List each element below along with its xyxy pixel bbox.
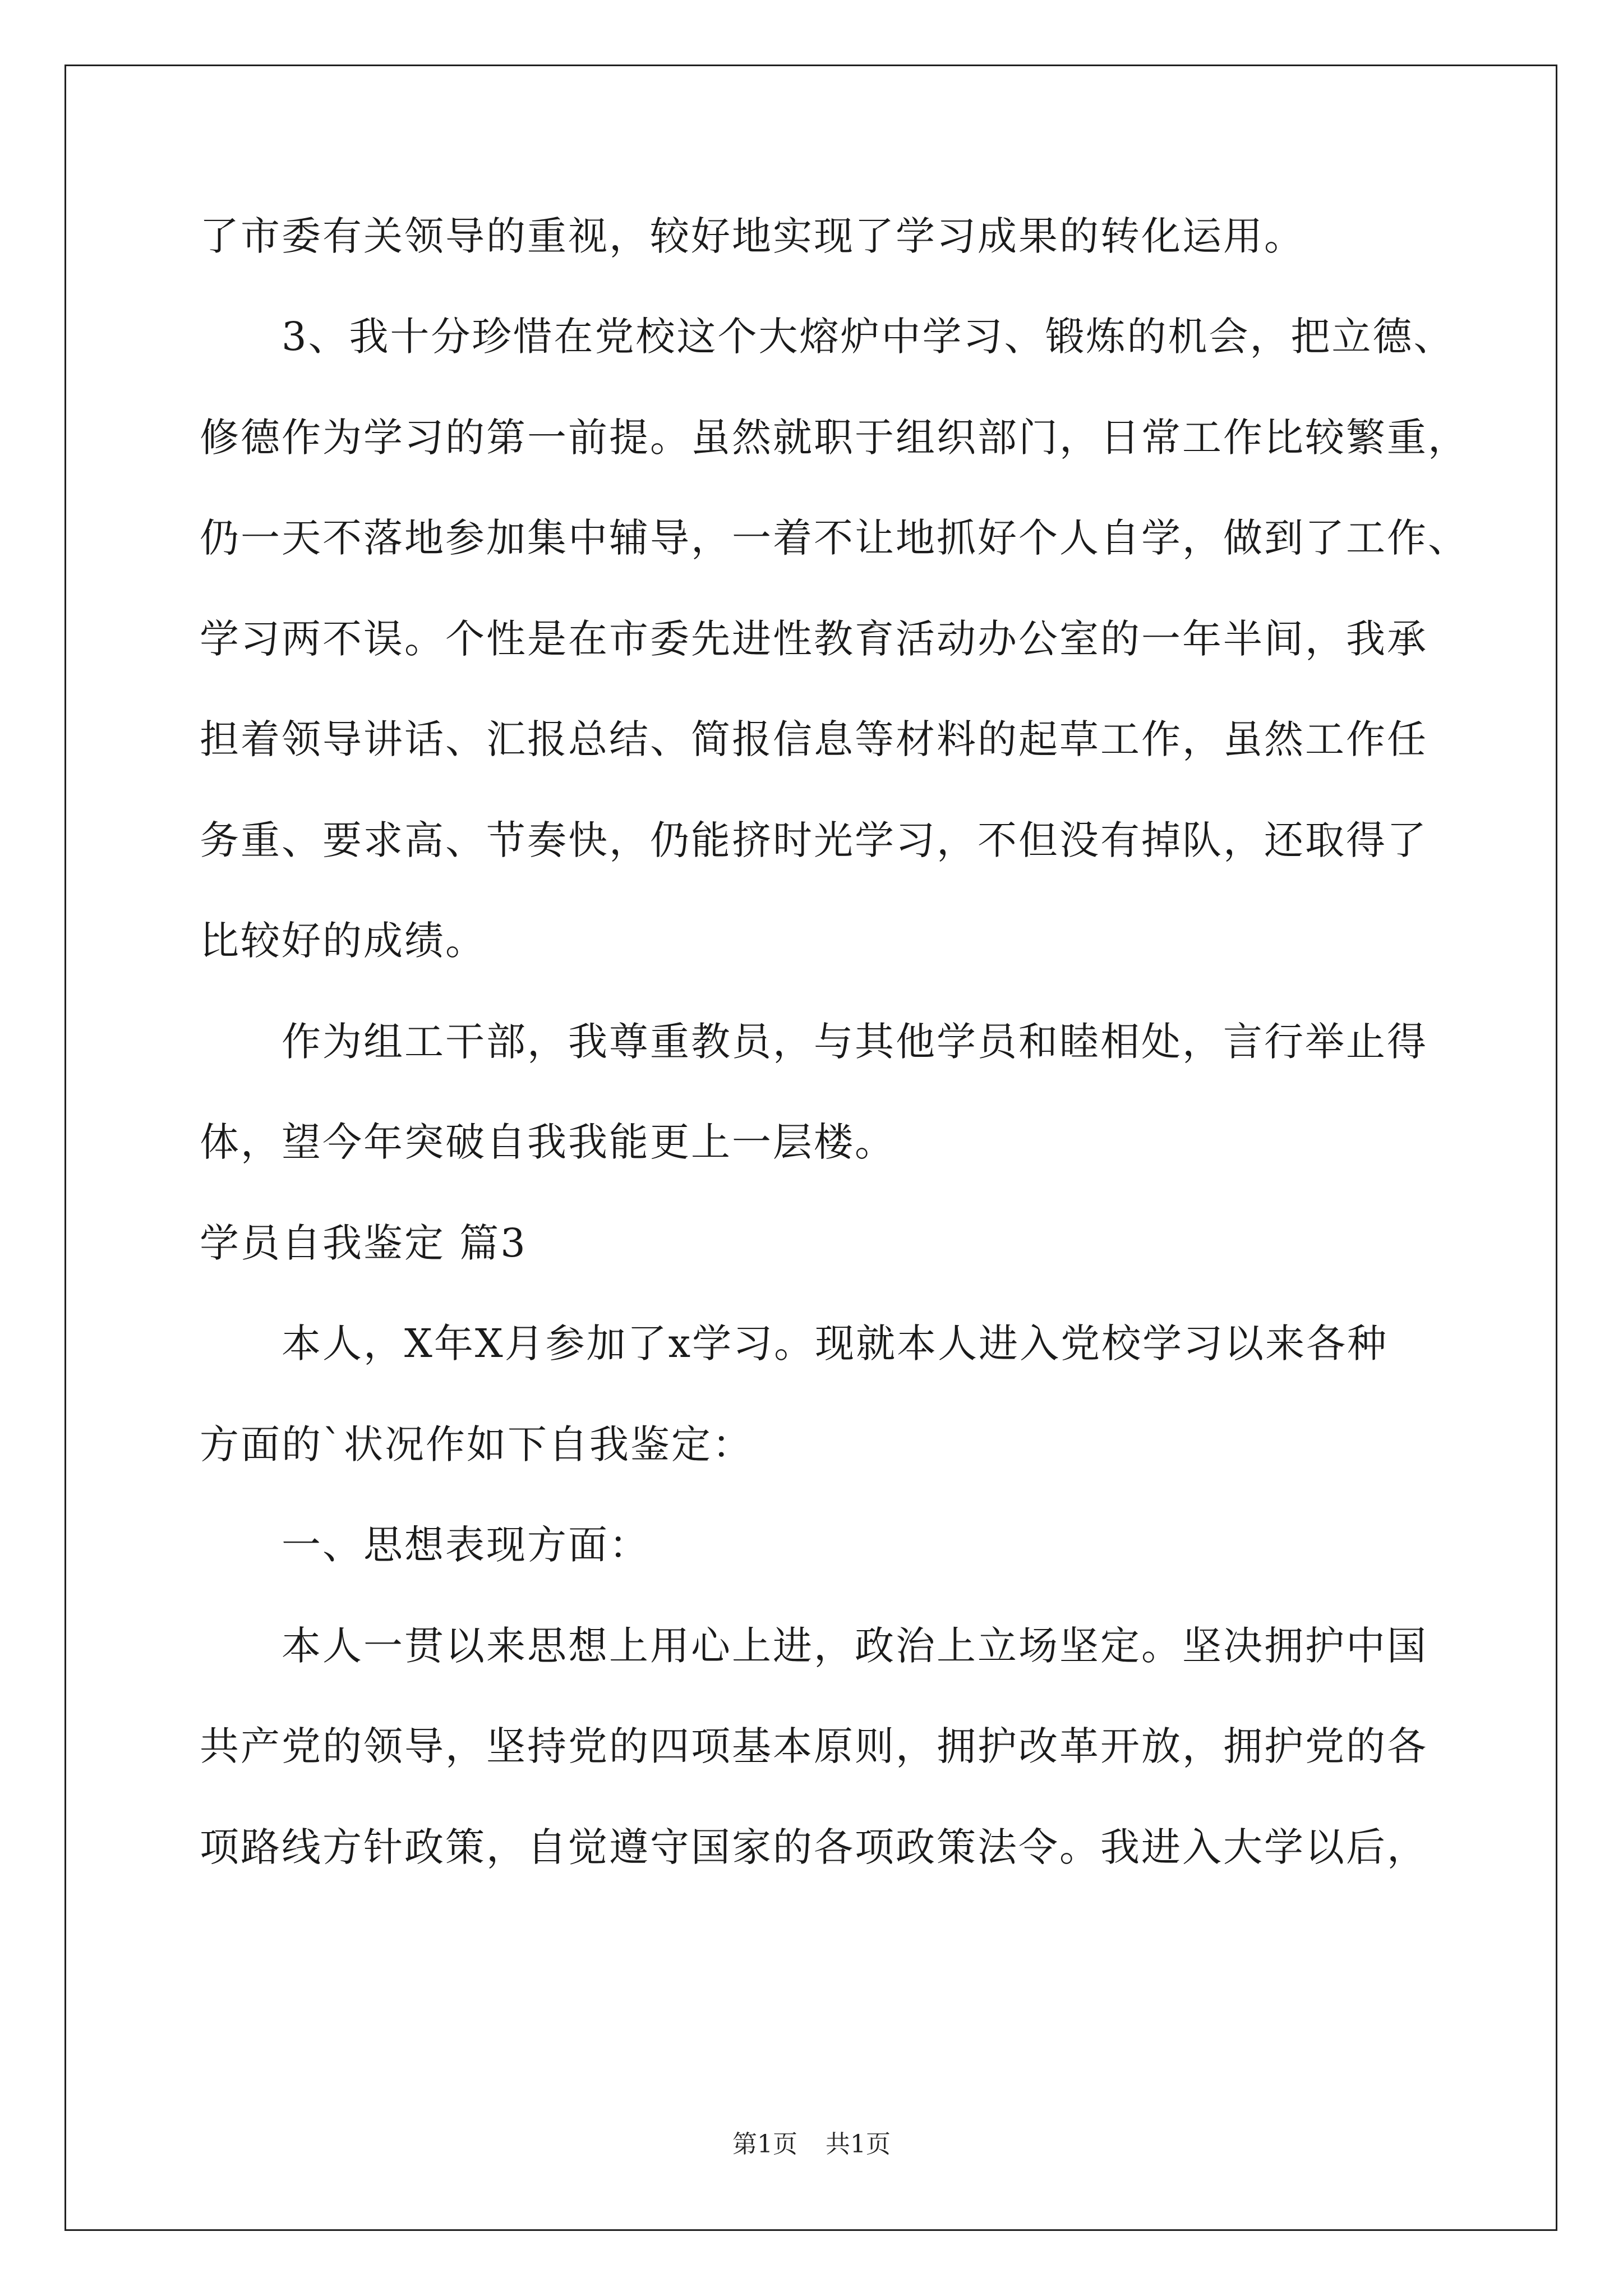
subsection-heading: 一、思想表现方面： [282,1522,650,1568]
text-line: 了市委有关领导的重视，较好地实现了学习成果的转化运用。 [200,213,1305,259]
text-line: 学习两不误。个性是在市委先进性教育活动办公室的一年半间，我承 [200,616,1428,662]
page-number: 第1页 [732,2130,797,2159]
text-line: 3、我十分珍惜在党校这个大熔炉中学习、锻炼的机会，把立德、 [282,314,1455,360]
text-line: 项路线方针政策，自觉遵守国家的各项政策法令。我进入大学以后， [200,1824,1428,1870]
text-line: 作为组工干部，我尊重教员，与其他学员和睦相处，言行举止得 [282,1019,1428,1065]
page-footer [0,2129,1623,2160]
page-total: 共1页 [826,2130,891,2159]
text-line: 本人，X年X月参加了x学习。现就本人进入党校学习以来各种 [282,1320,1389,1366]
text-line: 修德作为学习的第一前提。虽然就职于组织部门，日常工作比较繁重， [200,415,1469,461]
text-line: 方面的`状况作如下自我鉴定： [200,1421,753,1467]
text-line: 仍一天不落地参加集中辅导，一着不让地抓好个人自学，做到了工作、 [200,515,1469,561]
text-line: 务重、要求高、节奏快，仍能挤时光学习，不但没有掉队，还取得了 [200,817,1428,863]
text-line: 体，望今年突破自我我能更上一层楼。 [200,1119,896,1165]
text-line: 比较好的成绩。 [200,918,486,964]
text-line: 担着领导讲话、汇报总结、简报信息等材料的起草工作，虽然工作任 [200,716,1428,762]
text-line: 共产党的领导，坚持党的四项基本原则，拥护改革开放，拥护党的各 [200,1723,1428,1769]
section-heading: 学员自我鉴定 篇3 [200,1220,527,1266]
text-line: 本人一贯以来思想上用心上进，政治上立场坚定。坚决拥护中国 [282,1623,1428,1669]
